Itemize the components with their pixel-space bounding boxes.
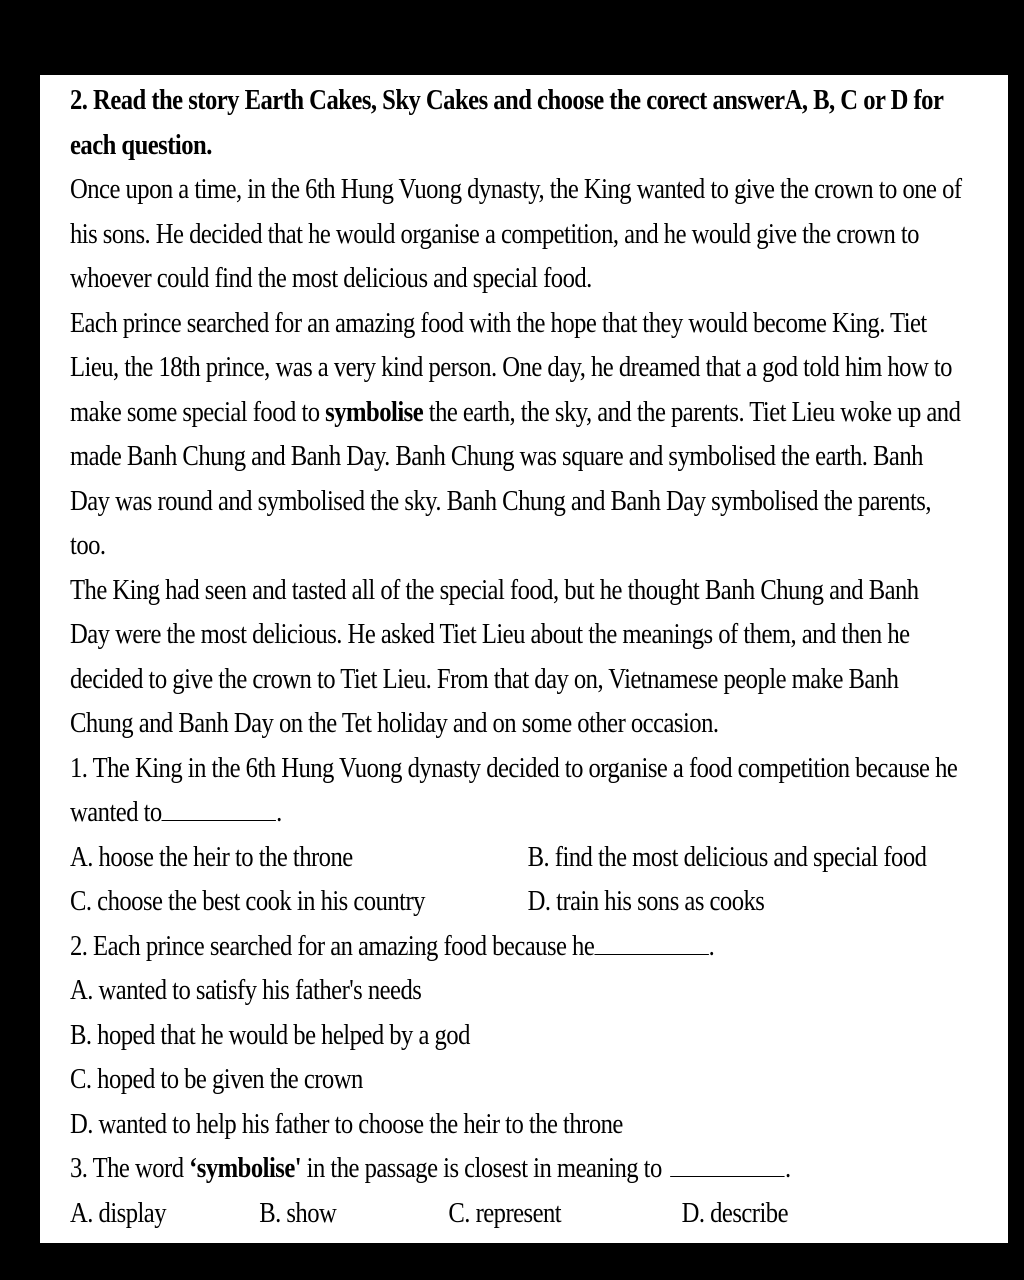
question-2-option-a[interactable]: A. wanted to satisfy his father's needs: [70, 975, 422, 1006]
answer-blank[interactable]: [671, 1156, 785, 1177]
question-2-option-c[interactable]: C. hoped to be given the crown: [70, 1064, 363, 1095]
passage-p3-line-3: decided to give the crown to Tiet Lieu. From that day on, Vietnamese people make Banh: [70, 663, 899, 695]
question-1-options-row-1: [70, 836, 990, 881]
passage-p2-line-4: made Banh Chung and Banh Day. Banh Chung was square and symbolised the earth. Banh: [70, 441, 923, 472]
passage-p2-line-3: [70, 391, 990, 436]
question-1-options-row-2: [70, 880, 990, 925]
question-1-period: .: [276, 797, 282, 828]
question-3-option-a[interactable]: A. display: [70, 1197, 167, 1229]
question-2-option-b[interactable]: B. hoped that he would be helped by a god: [70, 1019, 470, 1051]
keyword-symbolise: symbolise: [325, 396, 424, 428]
question-3-options-row: [70, 1192, 990, 1237]
worksheet-content: [70, 79, 990, 1236]
passage-p1-line-1: Once upon a time, in the 6th Hung Vuong dynasty, the King wanted to give the crown to one of: [70, 174, 962, 205]
question-3-option-b[interactable]: B. show: [259, 1197, 337, 1229]
keyword-symbolise-quoted: ‘symbolise': [189, 1153, 302, 1184]
passage-p2-line-1: Each prince searched for an amazing food with the hope that they would become King. Tiet: [70, 307, 927, 339]
worksheet-page: [40, 75, 1008, 1243]
passage-text: the earth, the sky, and the parents. Tiet Lieu woke up and: [423, 396, 961, 428]
question-2-stem: [70, 925, 990, 970]
question-2-period: .: [708, 930, 715, 962]
question-2-option-d[interactable]: D. wanted to help his father to choose the heir to the throne: [70, 1108, 623, 1140]
question-2-stem-text: 2. Each prince searched for an amazing food because he: [70, 930, 595, 962]
question-1-option-b[interactable]: B. find the most delicious and special food: [527, 841, 927, 873]
passage-p2-line-2: Lieu, the 18th prince, was a very kind person. One day, he dreamed that a god told him how to: [70, 352, 952, 383]
task-title-line-2: each question.: [70, 129, 212, 161]
question-3-stem: [70, 1147, 990, 1192]
question-1-option-d[interactable]: D. train his sons as cooks: [527, 886, 765, 917]
question-3-stem-text: 3. The word: [70, 1153, 190, 1184]
passage-p1-line-2: his sons. He decided that he would organise a competition, and he would give the crown to: [70, 218, 919, 250]
question-1-stem-line-2: [70, 791, 990, 836]
passage-p3-line-1: The King had seen and tasted all of the special food, but he thought Banh Chung and Banh: [70, 574, 919, 606]
question-3-option-d[interactable]: D. describe: [681, 1197, 788, 1229]
passage-p3-line-2: Day were the most delicious. He asked Tiet Lieu about the meanings of them, and then he: [70, 619, 910, 650]
task-title-line-1: 2. Read the story Earth Cakes, Sky Cakes and choose the corect answerA, B, C or D for: [70, 85, 944, 116]
passage-p1-line-3: whoever could find the most delicious and special food.: [70, 263, 592, 294]
question-3-stem-text: in the passage is closest in meaning to: [301, 1153, 662, 1184]
question-3-period: .: [784, 1153, 791, 1184]
question-1-stem-line-1: 1. The King in the 6th Hung Vuong dynasty decided to organise a food competition because he: [70, 752, 958, 784]
passage-text: make some special food to: [70, 396, 326, 428]
answer-blank[interactable]: [594, 934, 708, 955]
question-1-option-a[interactable]: A. hoose the heir to the throne: [70, 841, 353, 873]
passage-p3-line-4: Chung and Banh Day on the Tet holiday and on some other occasion.: [70, 708, 719, 739]
question-1-stem-text: wanted to: [70, 797, 162, 828]
answer-blank[interactable]: [162, 800, 276, 821]
passage-p2-line-6: too.: [70, 530, 106, 561]
question-3-option-c[interactable]: C. represent: [448, 1197, 562, 1229]
passage-p2-line-5: Day was round and symbolised the sky. Banh Chung and Banh Day symbolised the parents,: [70, 485, 931, 517]
question-1-option-c[interactable]: C. choose the best cook in his country: [70, 886, 425, 917]
